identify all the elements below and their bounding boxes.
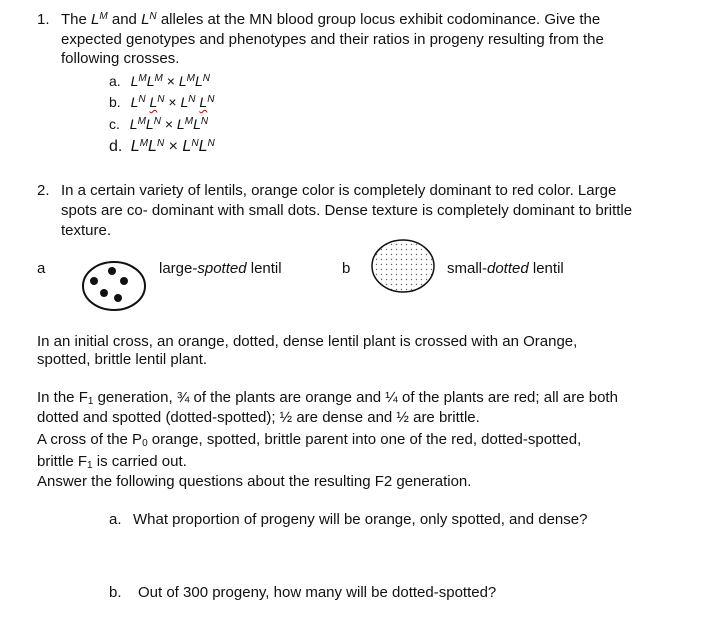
q2-line-1: In a certain variety of lentils, orange color is completely dominant to red color. Large	[61, 182, 617, 199]
fig-a-label: a	[37, 260, 46, 277]
question-a-label: a.	[109, 511, 122, 528]
q1-line-2: expected genotypes and phenotypes and their ratios in progeny resulting from the	[61, 31, 604, 48]
cross-b-label: b.	[109, 94, 121, 110]
q1-text: and	[107, 11, 142, 28]
fig-b-label: b	[342, 260, 351, 277]
cross-c-label: c.	[109, 116, 120, 132]
q1-text: The	[61, 11, 92, 28]
q2-line-3: texture.	[61, 222, 112, 239]
cross-c: c. $L^ML^N \times L^ML^N$	[109, 116, 209, 132]
q1-number: 1.	[37, 11, 50, 28]
q2-line-2: spots are co- dominant with small dots. Dense texture is completely dominant to brittle	[61, 202, 633, 219]
para2-line-5: Answer the following questions about the resulting F2 generation.	[37, 473, 472, 490]
para2-line-2: dotted and spotted (dotted-spotted); ½ are dense and ½ are brittle.	[37, 409, 480, 426]
fig-a-caption: large-spotted lentil	[159, 260, 282, 277]
cross-a: a. $L^ML^M \times L^ML^N$	[109, 73, 210, 89]
q1-line-3: following crosses.	[61, 50, 180, 67]
q2-number: 2.	[37, 182, 50, 199]
cross-d-label: d.	[109, 138, 123, 155]
q1-line-1	[61, 10, 600, 29]
small-dotted-lentil-image	[370, 238, 436, 294]
question-b-text: Out of 300 progeny, how many will be dotted-spotted?	[138, 584, 497, 601]
fig-b-caption: small-dotted lentil	[447, 260, 564, 277]
para1-line-2: spotted, brittle lentil plant.	[37, 351, 208, 368]
allele-lm: $L^M$	[91, 11, 108, 28]
large-spotted-lentil-image	[82, 260, 148, 312]
question-a-text: What proportion of progeny will be orange, only spotted, and dense?	[133, 511, 588, 528]
cross-d: d. $L^ML^N \times L^NL^N$	[109, 138, 215, 155]
cross-b: b. $L^N$ $L^N \times L^N$ $L^N$	[109, 94, 215, 110]
q1-text: alleles at the MN blood group locus exhibit codominance. Give the	[156, 11, 601, 28]
para2-line-4: brittle $F_1$ is carried out.	[37, 453, 187, 471]
para2-line-3: A cross of the $P_0$ orange, spotted, brittle parent into one of the red, dotted-spotted,	[37, 431, 582, 449]
para2-line-1: In the $F_1$ generation, ¾ of the plants are orange and ¼ of the plants are red; all are both	[37, 389, 618, 407]
question-b-label: b.	[109, 584, 122, 601]
cross-a-label: a.	[109, 73, 121, 89]
allele-ln: $L^N$	[141, 11, 157, 28]
para1-line-1: In an initial cross, an orange, dotted, dense lentil plant is crossed with an Orange,	[37, 333, 578, 350]
